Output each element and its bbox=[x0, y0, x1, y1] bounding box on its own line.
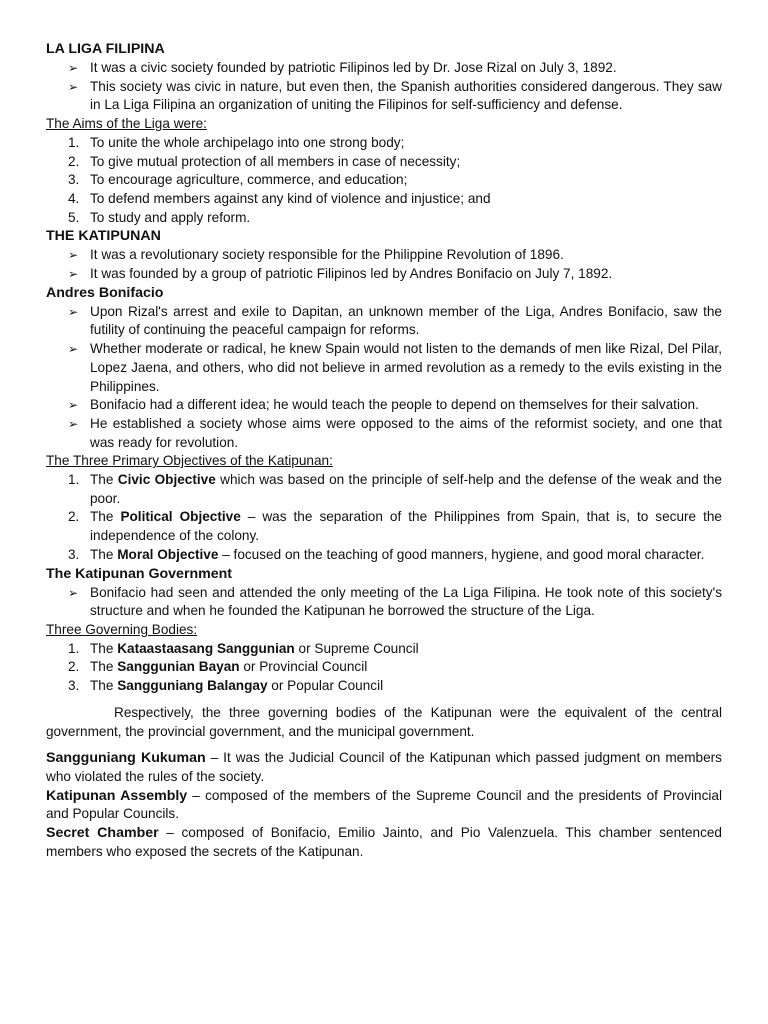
liga-aim-item: 5. To study and apply reform. bbox=[68, 209, 251, 225]
bonifacio-bullet: ➢ He established a society whose aims were opposed to the aims of the reformist society, and one that was ready for revolution. bbox=[46, 415, 722, 452]
katipunan-bullet: ➢ It was a revolutionary society responsible for the Philippine Revolution of 1896. bbox=[46, 246, 722, 265]
objective-rest: – was the separation of the Philippines from Spain, that is, to secure the independence of the colony. bbox=[90, 509, 722, 544]
objective-term: Political Objective bbox=[120, 509, 241, 525]
body-item: 3. The Sangguniang Balangay or Popular Council bbox=[68, 678, 384, 694]
body-rest: or Supreme Council bbox=[294, 640, 419, 656]
objective-item: 1. The Civic Objective which was based on the principle of self-help and the defense of the weak and the poor. bbox=[68, 472, 722, 506]
body-rest: or Popular Council bbox=[267, 678, 384, 694]
objective-term: Civic Objective bbox=[117, 472, 216, 488]
liga-aim-item: 2. To give mutual protection of all members in case of necessity; bbox=[68, 153, 461, 169]
definition-item bbox=[46, 749, 722, 786]
governing-bodies-paragraph: Respectively, the three governing bodies of the Katipunan were the equivalent of the central government, the provincial government, and the municipal government. bbox=[46, 704, 722, 739]
body-pre: The bbox=[90, 659, 118, 675]
bonifacio-bullet-list bbox=[46, 303, 722, 453]
objective-pre: The bbox=[90, 509, 121, 525]
body-item: 2. The Sanggunian Bayan or Provincial Council bbox=[68, 659, 368, 675]
liga-bullet-list bbox=[46, 59, 722, 115]
definition-term: Secret Chamber bbox=[46, 825, 159, 842]
definition-text: – composed of the members of the Supreme Council and the presidents of Provincial and Popular Councils. bbox=[46, 787, 722, 822]
objective-item: 2. The Political Objective – was the separation of the Philippines from Spain, that is, to secure the independence of the colony. bbox=[68, 509, 722, 544]
objectives-heading: The Three Primary Objectives of the Katipunan: bbox=[46, 453, 333, 469]
definition-text: – It was the Judicial Council of the Katipunan which passed judgment on members who violated the rules of the society. bbox=[46, 750, 722, 784]
definition-text: – composed of Bonifacio, Emilio Jainto, and Pio Valenzuela. This chamber sentenced members who exposed the secrets of the Katipunan. bbox=[46, 825, 722, 859]
objective-rest: – focused on the teaching of good manners, hygiene, and good moral character. bbox=[218, 546, 705, 562]
liga-aim-text: To study and apply reform. bbox=[90, 209, 251, 225]
liga-aim-item: 3. To encourage agriculture, commerce, and education; bbox=[68, 172, 408, 188]
body-pre: The bbox=[90, 678, 118, 694]
bonifacio-bullet: ➢ Upon Rizal's arrest and exile to Dapitan, an unknown member of the Liga, Andres Bonifacio, saw the futility of continuing the peaceful campaign for reforms. bbox=[46, 303, 722, 340]
liga-aim-item: 4. To defend members against any kind of violence and injustice; and bbox=[68, 190, 491, 206]
objective-item: 3. The Moral Objective – focused on the teaching of good manners, hygiene, and good moral character. bbox=[68, 546, 705, 562]
liga-aim-text: To unite the whole archipelago into one strong body; bbox=[90, 134, 405, 150]
liga-aim-item: 1. To unite the whole archipelago into one strong body; bbox=[68, 134, 405, 150]
body-term: Sangguniang Balangay bbox=[117, 678, 268, 694]
definition-item bbox=[46, 787, 722, 824]
bonifacio-bullet: ➢ Whether moderate or radical, he knew Spain would not listen to the demands of men like Rizal, Del Pilar, Lopez Jaena, and others, who did not believe in armed revolution as a remedy to the evils existing in the Philippines. bbox=[46, 340, 722, 396]
liga-aim-text: To defend members against any kind of violence and injustice; and bbox=[90, 190, 491, 206]
liga-aim-text: To give mutual protection of all members in case of necessity; bbox=[90, 153, 461, 169]
objective-term: Moral Objective bbox=[117, 546, 219, 562]
liga-aims-list bbox=[46, 134, 722, 228]
bodies-list bbox=[46, 640, 722, 696]
liga-aims-heading: The Aims of the Liga were: bbox=[46, 116, 207, 132]
objective-pre: The bbox=[90, 546, 118, 562]
definition-term: Katipunan Assembly bbox=[46, 787, 188, 804]
liga-heading: LA LIGA FILIPINA bbox=[46, 41, 165, 57]
bonifacio-bullet: ➢ Bonifacio had a different idea; he would teach the people to depend on themselves for their salvation. bbox=[46, 396, 722, 415]
body-term: Kataastaasang Sanggunian bbox=[117, 640, 295, 656]
objectives-list bbox=[46, 471, 722, 565]
objective-rest: which was based on the principle of self-help and the defense of the weak and the poor. bbox=[90, 472, 722, 506]
katipunan-heading: THE KATIPUNAN bbox=[46, 228, 161, 245]
government-bullet: ➢ Bonifacio had seen and attended the only meeting of the La Liga Filipina. He took note of this society's structure and when he founded the Katipunan he borrowed the structure of the Liga. bbox=[46, 584, 722, 621]
body-term: Sanggunian Bayan bbox=[117, 659, 240, 675]
katipunan-bullet-list bbox=[46, 246, 722, 283]
government-bullet-list bbox=[46, 584, 722, 621]
liga-bullet: ➢ This society was civic in nature, but even then, the Spanish authorities considered dangerous. They saw in La Liga Filipina an organization of uniting the Filipinos for self-sufficiency and defense. bbox=[46, 78, 722, 115]
objective-pre: The bbox=[90, 472, 118, 488]
body-pre: The bbox=[90, 640, 118, 656]
body-item: 1. The Kataastaasang Sanggunian or Supreme Council bbox=[68, 640, 419, 656]
government-heading: The Katipunan Government bbox=[46, 565, 233, 582]
liga-aim-text: To encourage agriculture, commerce, and education; bbox=[90, 172, 408, 188]
bodies-heading: Three Governing Bodies: bbox=[46, 621, 198, 637]
definition-item bbox=[46, 824, 722, 861]
body-rest: or Provincial Council bbox=[239, 659, 368, 675]
definition-term: Sangguniang Kukuman bbox=[46, 750, 206, 767]
bonifacio-heading: Andres Bonifacio bbox=[46, 284, 164, 301]
liga-bullet: ➢ It was a civic society founded by patriotic Filipinos led by Dr. Jose Rizal on July 3, 1892. bbox=[46, 59, 722, 78]
katipunan-bullet: ➢ It was founded by a group of patriotic Filipinos led by Andres Bonifacio on July 7, 1892. bbox=[46, 265, 722, 284]
